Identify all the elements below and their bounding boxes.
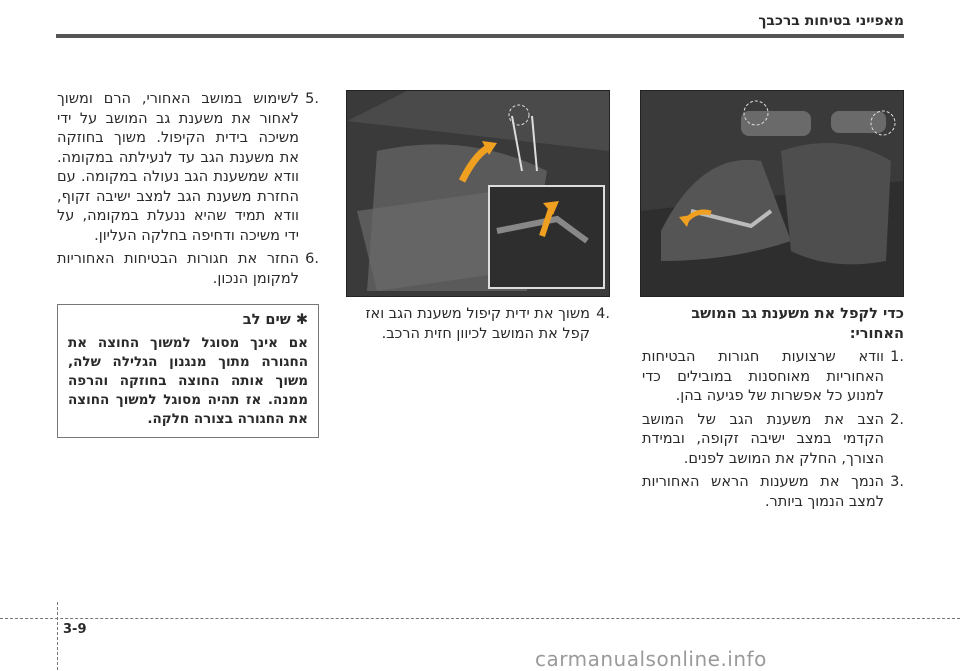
- footer-vertical-divider: [57, 602, 58, 670]
- item-text: לשימוש במושב האחורי, הרם ומשוך לאחור את משענת גב המושב על ידי משיכה בידית הקיפול. משוך בחוזקה את משענת הגב עד לנעילתה במקומה. וודא שמשענת הגב נעולה במקומה. עם החזרת משענת הגב למצב ישיבה זקוף, וודא תמיד שהיא ננעלת במקומה, על ידי משיכה ודחיפה בחלקה העליון.: [57, 91, 299, 244]
- item-number: .1: [890, 349, 904, 365]
- item-number: .3: [890, 474, 904, 490]
- page-number: 3-9: [63, 622, 87, 637]
- rear-seat-headrest-photo: [640, 90, 904, 297]
- item-text: הנמך את משענות הראש האחוריות למצב הנמוך ביותר.: [642, 474, 884, 510]
- list-item: [642, 348, 904, 407]
- list-item: [642, 473, 904, 512]
- item-number: .5: [305, 91, 319, 107]
- header-rule: [56, 34, 904, 38]
- note-box: [57, 304, 319, 438]
- note-text: אם אינך מסוגל למשוך החוצה את החגורה מתוך מנגנון הגלילה שלה, משוך אותה החוצה בחוזקה והרפה ממנה. אז תהיה מסוגל למשוך החוצה את החגורה בצורה חלקה.: [68, 335, 308, 427]
- note-title: ✱ שים לב: [242, 312, 308, 328]
- right-column: [642, 90, 904, 512]
- fold-rear-seat-caption: כדי לקפל את משענת גב המושב האחורי:: [691, 306, 904, 342]
- item-text: החזר את חגורות הבטיחות האחוריות למקומן הנכון.: [57, 251, 299, 287]
- item-number: .4: [596, 306, 610, 322]
- list-item: [348, 305, 610, 344]
- watermark: carmanualsonline.info: [535, 647, 767, 671]
- footer-divider: [0, 618, 960, 619]
- item-number: .6: [305, 251, 319, 267]
- item-text: הצב את משענת הגב של המושב הקדמי במצב ישיבה זקופה, ובמידת הצורך, החלק את המושב לפנים.: [642, 411, 884, 467]
- item-number: .2: [890, 411, 904, 428]
- seat-folding-photo: [346, 90, 610, 297]
- middle-column: [348, 90, 610, 344]
- page-header-title: מאפייני בטיחות ברכבך: [758, 13, 904, 29]
- item-text: משוך את ידית קיפול משענת הגב ואז קפל את המושב לכיוון חזית הרכב.: [365, 306, 590, 342]
- list-item: [57, 250, 319, 289]
- list-item: [57, 90, 319, 246]
- item-text: וודא שרצועות חגורות הבטיחות האחוריות מאוחסנות במובילים כדי למנוע כל אפשרות של פגיעה בהן.: [642, 349, 884, 404]
- left-column: [57, 90, 319, 438]
- list-item: [642, 411, 904, 470]
